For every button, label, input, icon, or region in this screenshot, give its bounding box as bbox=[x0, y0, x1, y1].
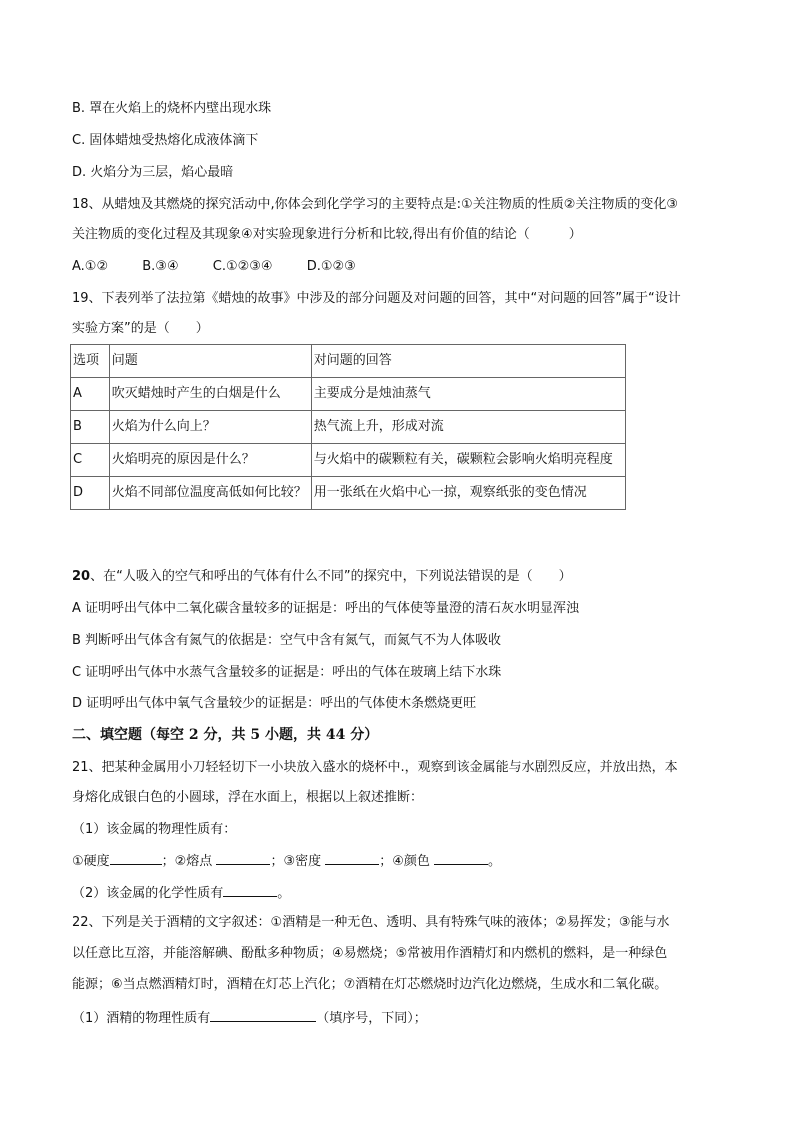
q18-options bbox=[72, 257, 732, 277]
answer-blank[interactable] bbox=[223, 882, 277, 897]
table-header-cell: 选项 bbox=[71, 345, 110, 378]
q18-option-c: C.①②③④ bbox=[212, 259, 273, 274]
q22-stem-line2: 以任意比互溶，并能溶解碘、酚酞多种物质；④易燃烧；⑤常被用作酒精灯和内燃机的燃料，是一种绿色 bbox=[72, 946, 668, 961]
q21-end-mark: 。 bbox=[488, 854, 502, 869]
q21-blanks-line bbox=[72, 850, 732, 872]
q20-stem bbox=[72, 567, 732, 587]
q20-option-b: B 判断呼出气体含有氮气的依据是：空气中含有氮气，而氮气不为人体吸收 bbox=[72, 633, 502, 648]
table-header-cell: 问题 bbox=[109, 345, 311, 378]
table-row bbox=[71, 477, 626, 510]
q18-option-a: A.①② bbox=[72, 259, 109, 274]
table-cell: A bbox=[71, 378, 110, 411]
q21-sub2-label: （2）该金属的化学性质有 bbox=[72, 886, 224, 901]
q19-stem-line1: 19、下表列举了法拉第《蜡烛的故事》中涉及的部分问题及对问题的回答，其中“对问题的回答”属于“设计 bbox=[72, 291, 681, 306]
q19-stem-line2: 实验方案”的是（ ） bbox=[72, 321, 209, 336]
q20-number: 20 bbox=[72, 569, 91, 584]
table-row bbox=[71, 444, 626, 477]
table-cell: 与火焰中的碳颗粒有关，碳颗粒会影响火焰明亮程度 bbox=[311, 444, 625, 477]
table-cell: B bbox=[71, 411, 110, 444]
q21-density-label: ；③密度 bbox=[270, 854, 326, 869]
q17-option-d: D. 火焰分为三层，焰心最暗 bbox=[72, 165, 234, 180]
answer-blank[interactable] bbox=[110, 850, 162, 865]
table-cell: 主要成分是烛油蒸气 bbox=[311, 378, 625, 411]
table-cell: 火焰明亮的原因是什么？ bbox=[109, 444, 311, 477]
table-cell: 火焰不同部位温度高低如何比较？ bbox=[109, 477, 311, 510]
table-row bbox=[71, 378, 626, 411]
table-cell: D bbox=[71, 477, 110, 510]
q18-stem-line2: 关注物质的变化过程及其现象④对实验现象进行分析和比较,得出有价值的结论（ ） bbox=[72, 227, 582, 242]
q17-option-c: C. 固体蜡烛受热熔化成液体滴下 bbox=[72, 133, 259, 148]
q22-stem-line3: 能源；⑥当点燃酒精灯时，酒精在灯芯上汽化；⑦酒精在灯芯燃烧时边汽化边燃烧，生成水和二氧化碳。 bbox=[72, 977, 668, 992]
answer-blank[interactable] bbox=[434, 850, 488, 865]
answer-blank[interactable] bbox=[210, 1007, 316, 1022]
table-cell: 火焰为什么向上？ bbox=[109, 411, 311, 444]
q21-color-label: ；④颜色 bbox=[379, 854, 435, 869]
q21-sub2-end: 。 bbox=[277, 886, 291, 901]
q18-stem-line1: 18、从蜡烛及其燃烧的探究活动中,你体会到化学学习的主要特点是:①关注物质的性质②关注物质的变化③ bbox=[72, 197, 679, 212]
q19-table bbox=[70, 344, 626, 510]
q21-stem-line2: 身熔化成银白色的小圆球，浮在水面上，根据以上叙述推断： bbox=[72, 790, 424, 805]
q22-sub1-end: （填序号，下同）； bbox=[316, 1011, 427, 1026]
q18-option-d: D.①②③ bbox=[306, 259, 356, 274]
q20-option-c: C 证明呼出气体中水蒸气含量较多的证据是：呼出的气体在玻璃上结下水珠 bbox=[72, 665, 502, 680]
q21-stem-line1: 21、把某种金属用小刀轻轻切下一小块放入盛水的烧杯中.，观察到该金属能与水剧烈反应，并放出热，本 bbox=[72, 760, 678, 775]
q17-option-b: B. 罩在火焰上的烧杯内壁出现水珠 bbox=[72, 101, 272, 116]
q21-sub2 bbox=[72, 882, 732, 904]
q21-melting-label: ；②熔点 bbox=[161, 854, 217, 869]
q21-hardness-label: ①硬度 bbox=[72, 854, 110, 869]
q22-sub1-label: （1）酒精的物理性质有 bbox=[72, 1011, 211, 1026]
table-row bbox=[71, 411, 626, 444]
q22-stem-line1: 22、下列是关于酒精的文字叙述：①酒精是一种无色、透明、具有特殊气味的液体；②易挥发；③能与水 bbox=[72, 915, 670, 930]
section-2-heading: 二、填空题（每空 2 分，共 5 小题，共 44 分） bbox=[72, 727, 379, 743]
q21-sub1: （1）该金属的物理性质有： bbox=[72, 822, 237, 837]
q20-option-d: D 证明呼出气体中氧气含量较少的证据是：呼出的气体使木条燃烧更旺 bbox=[72, 696, 477, 711]
table-cell: 热气流上升，形成对流 bbox=[311, 411, 625, 444]
table-header-cell: 对问题的回答 bbox=[311, 345, 625, 378]
q18-option-b: B.③④ bbox=[142, 259, 179, 274]
answer-blank[interactable] bbox=[325, 850, 379, 865]
q22-sub1 bbox=[72, 1007, 732, 1029]
table-header-row bbox=[71, 345, 626, 378]
q20-stem-text: 、在“人吸入的空气和呼出的气体有什么不同”的探究中，下列说法错误的是（ ） bbox=[90, 569, 572, 584]
table-cell: 吹灭蜡烛时产生的白烟是什么 bbox=[109, 378, 311, 411]
q20-option-a: A 证明呼出气体中二氧化碳含量较多的证据是：呼出的气体使等量澄的清石灰水明显浑浊 bbox=[72, 601, 580, 616]
table-cell: 用一张纸在火焰中心一掠，观察纸张的变色情况 bbox=[311, 477, 625, 510]
table-cell: C bbox=[71, 444, 110, 477]
answer-blank[interactable] bbox=[216, 850, 270, 865]
